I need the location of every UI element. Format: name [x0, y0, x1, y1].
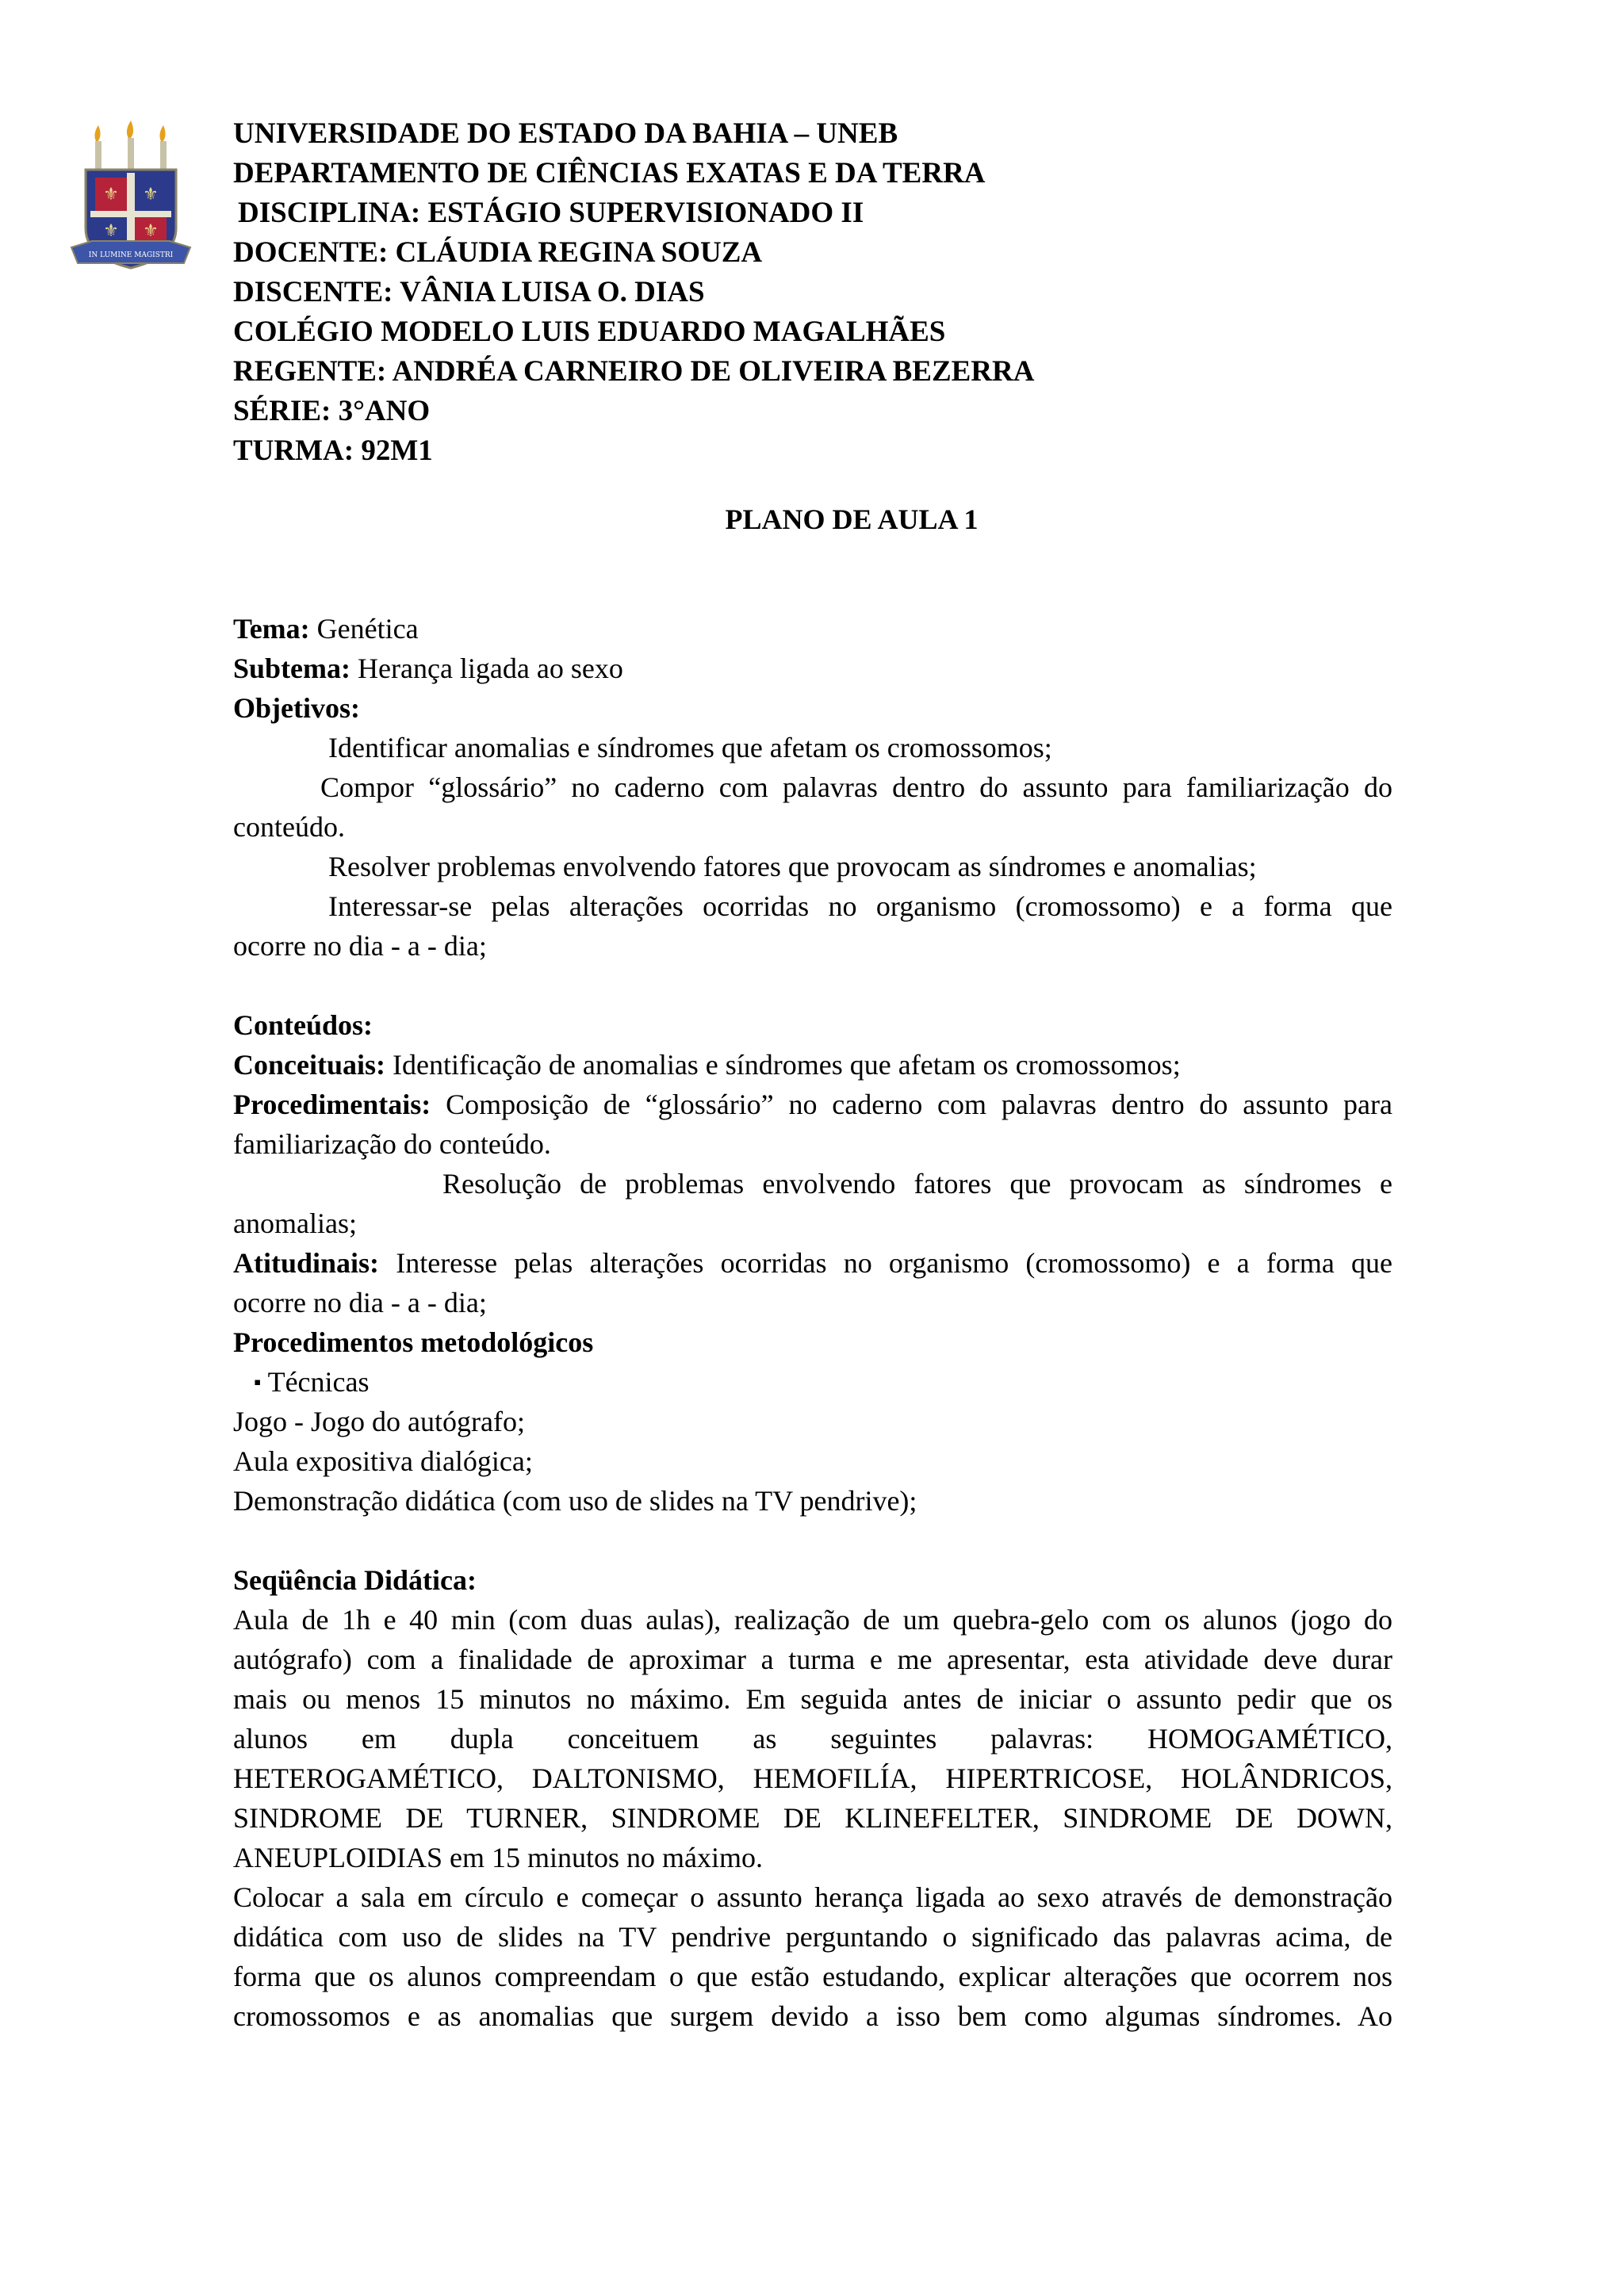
logo-motto: IN LUMINE MAGISTRI	[88, 251, 174, 259]
page-title: PLANO DE AULA 1	[725, 503, 979, 535]
paragraph-line: Aula de 1h e 40 min (com duas aulas), realização de um quebra-gelo com os alunos (jogo do	[233, 1604, 1392, 1636]
objetivo-2b: conteúdo.	[233, 811, 345, 843]
procedimentais-line-b: familiarização do conteúdo.	[233, 1128, 551, 1160]
list-item: Aula expositiva dialógica;	[233, 1445, 533, 1477]
university-logo	[68, 117, 193, 276]
subtema-line	[233, 649, 1392, 688]
header-line-class: TURMA: 92M1	[233, 434, 433, 467]
tecnicas-bullet-item	[233, 1362, 1392, 1402]
paragraph-line: ANEUPLOIDIAS em 15 minutos no máximo.	[233, 1842, 763, 1873]
subtema-label: Subtema:	[233, 652, 351, 684]
tema-line	[233, 609, 1392, 649]
objetivo-1: Identificar anomalias e síndromes que afetam os cromossomos;	[328, 732, 1052, 763]
torch-icon	[127, 121, 134, 171]
paragraph-line: autógrafo) com a finalidade de aproximar a turma e me apresentar, esta atividade deve durar	[233, 1644, 1392, 1675]
procedimentais-line-a	[233, 1085, 1392, 1124]
objetivo-3: Resolver problemas envolvendo fatores que provocam as síndromes e anomalias;	[328, 851, 1257, 882]
tecnicas-label: Técnicas	[267, 1366, 370, 1398]
procedimentais-line-d: anomalias;	[233, 1207, 357, 1239]
torch-icon	[94, 125, 102, 171]
spacer	[233, 1521, 1392, 1560]
sequencia-heading: Seqüência Didática:	[233, 1564, 477, 1596]
objetivo-4b: ocorre no dia - a - dia;	[233, 930, 487, 962]
torch-icon	[159, 125, 167, 171]
paragraph-line: alunos em dupla conceituem as seguintes palavras: HOMOGAMÉTICO,	[233, 1723, 1392, 1755]
svg-text:⚜: ⚜	[143, 221, 159, 241]
document-body	[233, 609, 1392, 2036]
objetivo-2a: Compor “glossário” no caderno com palavras dentro do assunto para familiarização do	[320, 771, 1392, 803]
procedimentais-label: Procedimentais:	[233, 1089, 431, 1120]
atitudinais-label: Atitudinais:	[233, 1247, 380, 1279]
header-line-department: DEPARTAMENTO DE CIÊNCIAS EXATAS E DA TERRA	[233, 157, 986, 189]
header-line-student: DISCENTE: VÂNIA LUISA O. DIAS	[233, 276, 705, 308]
conteudos-heading: Conteúdos:	[233, 1009, 373, 1041]
atitudinais-text-a: Interesse pelas alterações ocorridas no organismo (cromossomo) e a forma que	[379, 1247, 1392, 1279]
paragraph-line: forma que os alunos compreendam o que estão estudando, explicar alterações que ocorrem nos	[233, 1961, 1392, 1992]
procedimentais-text-a: Composição de “glossário” no caderno com palavras dentro do assunto para	[431, 1089, 1392, 1120]
paragraph-line: SINDROME DE TURNER, SINDROME DE KLINEFELTER, SINDROME DE DOWN,	[233, 1802, 1392, 1834]
list-item: Jogo - Jogo do autógrafo;	[233, 1406, 525, 1437]
conceituais-label: Conceituais:	[233, 1049, 385, 1081]
atitudinais-line-a	[233, 1243, 1392, 1283]
svg-text:⚜: ⚜	[103, 221, 119, 241]
atitudinais-line-b: ocorre no dia - a - dia;	[233, 1287, 487, 1318]
conceituais-line	[233, 1045, 1392, 1085]
header-line-regent: REGENTE: ANDRÉA CARNEIRO DE OLIVEIRA BEZERRA	[233, 355, 1035, 388]
header-line-school: COLÉGIO MODELO LUIS EDUARDO MAGALHÃES	[233, 316, 946, 348]
list-item: Demonstração didática (com uso de slides na TV pendrive);	[233, 1485, 917, 1517]
document-header	[233, 114, 1407, 471]
svg-text:⚜: ⚜	[143, 185, 159, 205]
paragraph-line: cromossomos e as anomalias que surgem devido a isso bem como algumas síndromes. Ao	[233, 2000, 1392, 2032]
svg-text:⚜: ⚜	[103, 185, 119, 205]
tema-value: Genética	[309, 613, 419, 645]
bullet-icon: ▪	[254, 1371, 262, 1394]
tema-label: Tema:	[233, 613, 310, 645]
header-line-university: UNIVERSIDADE DO ESTADO DA BAHIA – UNEB	[233, 117, 898, 150]
procedimentais-line-c: Resolução de problemas envolvendo fatores que provocam as síndromes e	[442, 1168, 1392, 1200]
paragraph-line: didática com uso de slides na TV pendrive perguntando o significado das palavras acima, de	[233, 1921, 1392, 1953]
paragraph-line: mais ou menos 15 minutos no máximo. Em seguida antes de iniciar o assunto pedir que os	[233, 1683, 1392, 1715]
spacer	[233, 966, 1392, 1005]
paragraph-line: HETEROGAMÉTICO, DALTONISMO, HEMOFILÍA, HIPERTRICOSE, HOLÂNDRICOS,	[233, 1762, 1392, 1794]
objetivos-heading: Objetivos:	[233, 692, 360, 724]
header-line-discipline: DISCIPLINA: ESTÁGIO SUPERVISIONADO II	[238, 197, 864, 229]
subtema-value: Herança ligada ao sexo	[350, 652, 623, 684]
objetivo-4a: Interessar-se pelas alterações ocorridas no organismo (cromossomo) e a forma que	[328, 890, 1392, 922]
procedimentos-heading: Procedimentos metodológicos	[233, 1326, 594, 1358]
paragraph-line: Colocar a sala em círculo e começar o assunto herança ligada ao sexo através de demonstração	[233, 1881, 1392, 1913]
conceituais-text: Identificação de anomalias e síndromes que afetam os cromossomos;	[385, 1049, 1181, 1081]
header-line-teacher: DOCENTE: CLÁUDIA REGINA SOUZA	[233, 236, 763, 269]
header-line-grade: SÉRIE: 3°ANO	[233, 395, 431, 427]
